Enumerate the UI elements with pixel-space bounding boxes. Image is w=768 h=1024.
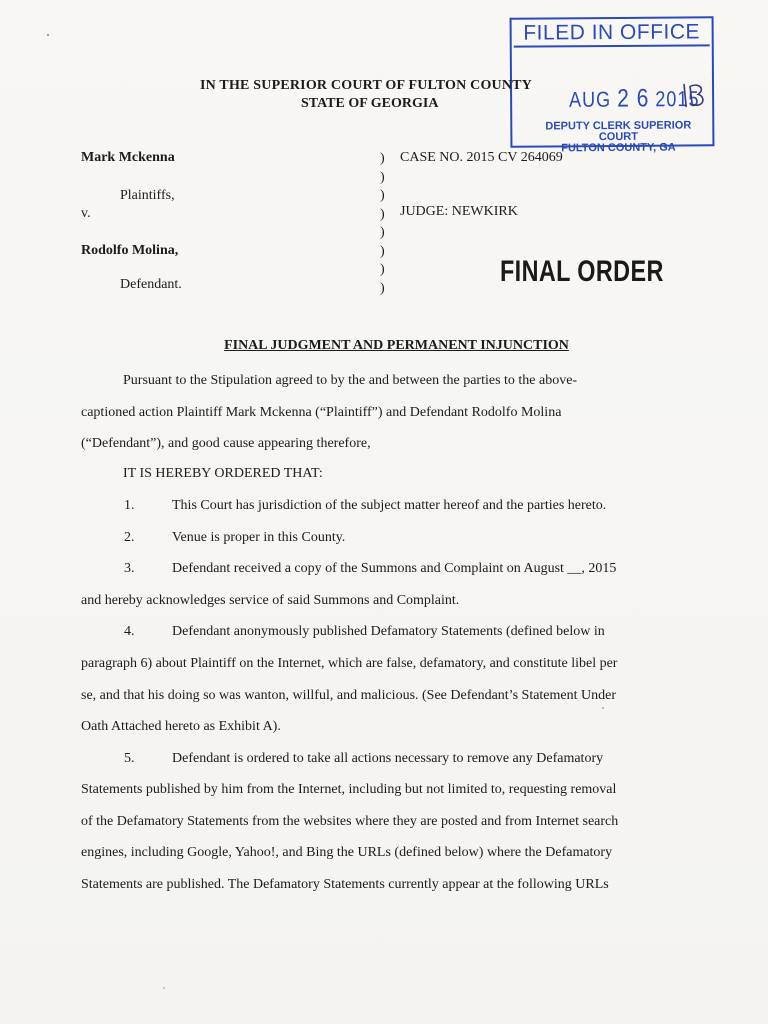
item-number: 3. bbox=[124, 561, 135, 576]
item-line: and hereby acknowledges service of said Summons and Complaint. bbox=[81, 593, 460, 608]
item-number: 5. bbox=[124, 751, 135, 766]
ordered-heading: IT IS HEREBY ORDERED THAT: bbox=[123, 466, 323, 481]
plaintiff-name: Mark Mckenna bbox=[81, 150, 175, 165]
document-title bbox=[0, 338, 768, 354]
caption-paren: ) bbox=[380, 262, 385, 277]
court-name: IN THE SUPERIOR COURT OF FULTON COUNTY bbox=[200, 78, 533, 93]
stamp-date-day: 2 6 bbox=[617, 84, 650, 113]
item-line: Oath Attached hereto as Exhibit A). bbox=[81, 719, 281, 734]
caption-paren: ) bbox=[380, 169, 385, 185]
defendant-name: Rodolfo Molina, bbox=[81, 243, 179, 258]
scan-speck bbox=[47, 34, 49, 36]
item-line: Defendant is ordered to take all actions necessary to remove any Defamatory bbox=[172, 751, 604, 766]
stamp-title: FILED IN OFFICE bbox=[514, 20, 710, 47]
item-number: 1. bbox=[124, 498, 135, 513]
caption-paren: ) bbox=[380, 188, 385, 203]
caption-paren: ) bbox=[380, 243, 385, 259]
item-line: This Court has jurisdiction of the subject matter hereof and the parties hereto. bbox=[172, 498, 607, 513]
item-line: Defendant received a copy of the Summons and Complaint on August __, 2015 bbox=[172, 561, 617, 576]
caption-paren: ) bbox=[380, 225, 385, 240]
item-line: paragraph 6) about Plaintiff on the Internet, which are false, defamatory, and constitute libel per bbox=[81, 656, 618, 671]
item-line: Statements published by him from the Internet, including but not limited to, requesting removal bbox=[81, 782, 617, 797]
court-state: STATE OF GEORGIA bbox=[301, 96, 439, 111]
item-line: engines, including Google, Yahoo!, and Bing the URLs (defined below) where the Defamatory bbox=[81, 845, 613, 860]
stamp-date-year: 2015 bbox=[655, 86, 700, 112]
judge-name: JUDGE: NEWKIRK bbox=[400, 204, 518, 219]
stamp-date-month: AUG bbox=[569, 87, 612, 112]
item-number: 2. bbox=[124, 530, 135, 545]
final-order-stamp: FINAL ORDER bbox=[500, 255, 664, 288]
versus-label: v. bbox=[81, 206, 91, 221]
intro-line: captioned action Plaintiff Mark Mckenna (“Plaintiff”) and Defendant Rodolfo Molina bbox=[81, 405, 562, 420]
scan-speck bbox=[163, 987, 165, 989]
caption-parenthesis-column bbox=[380, 150, 390, 298]
item-line: Statements are published. The Defamatory Statements currently appear at the following URLs bbox=[81, 877, 609, 892]
stamp-footer-line2: FULTON COUNTY, GA bbox=[561, 141, 676, 155]
item-number: 4. bbox=[124, 624, 135, 639]
defendant-role: Defendant. bbox=[120, 277, 182, 292]
stamp-footer-line1: DEPUTY CLERK SUPERIOR COURT bbox=[545, 119, 692, 144]
scan-speck bbox=[602, 707, 604, 709]
caption-paren: ) bbox=[380, 280, 385, 296]
case-number: CASE NO. 2015 CV 264069 bbox=[400, 150, 563, 165]
intro-line: (“Defendant”), and good cause appearing therefore, bbox=[81, 436, 371, 451]
caption-paren: ) bbox=[380, 151, 385, 166]
plaintiff-role: Plaintiffs, bbox=[120, 188, 175, 203]
intro-line: Pursuant to the Stipulation agreed to by the and between the parties to the above- bbox=[123, 373, 578, 388]
item-line: Defendant anonymously published Defamatory Statements (defined below in bbox=[172, 624, 605, 639]
item-line: Venue is proper in this County. bbox=[172, 530, 346, 545]
document-title-text: FINAL JUDGMENT AND PERMANENT INJUNCTION bbox=[224, 338, 569, 353]
item-line: se, and that his doing so was wanton, willful, and malicious. (See Defendant’s Statement Under bbox=[81, 688, 617, 703]
caption-paren: ) bbox=[380, 206, 385, 222]
item-line: of the Defamatory Statements from the websites where they are posted and from Internet search bbox=[81, 814, 619, 829]
clerk-initials-signature-icon bbox=[680, 80, 708, 110]
